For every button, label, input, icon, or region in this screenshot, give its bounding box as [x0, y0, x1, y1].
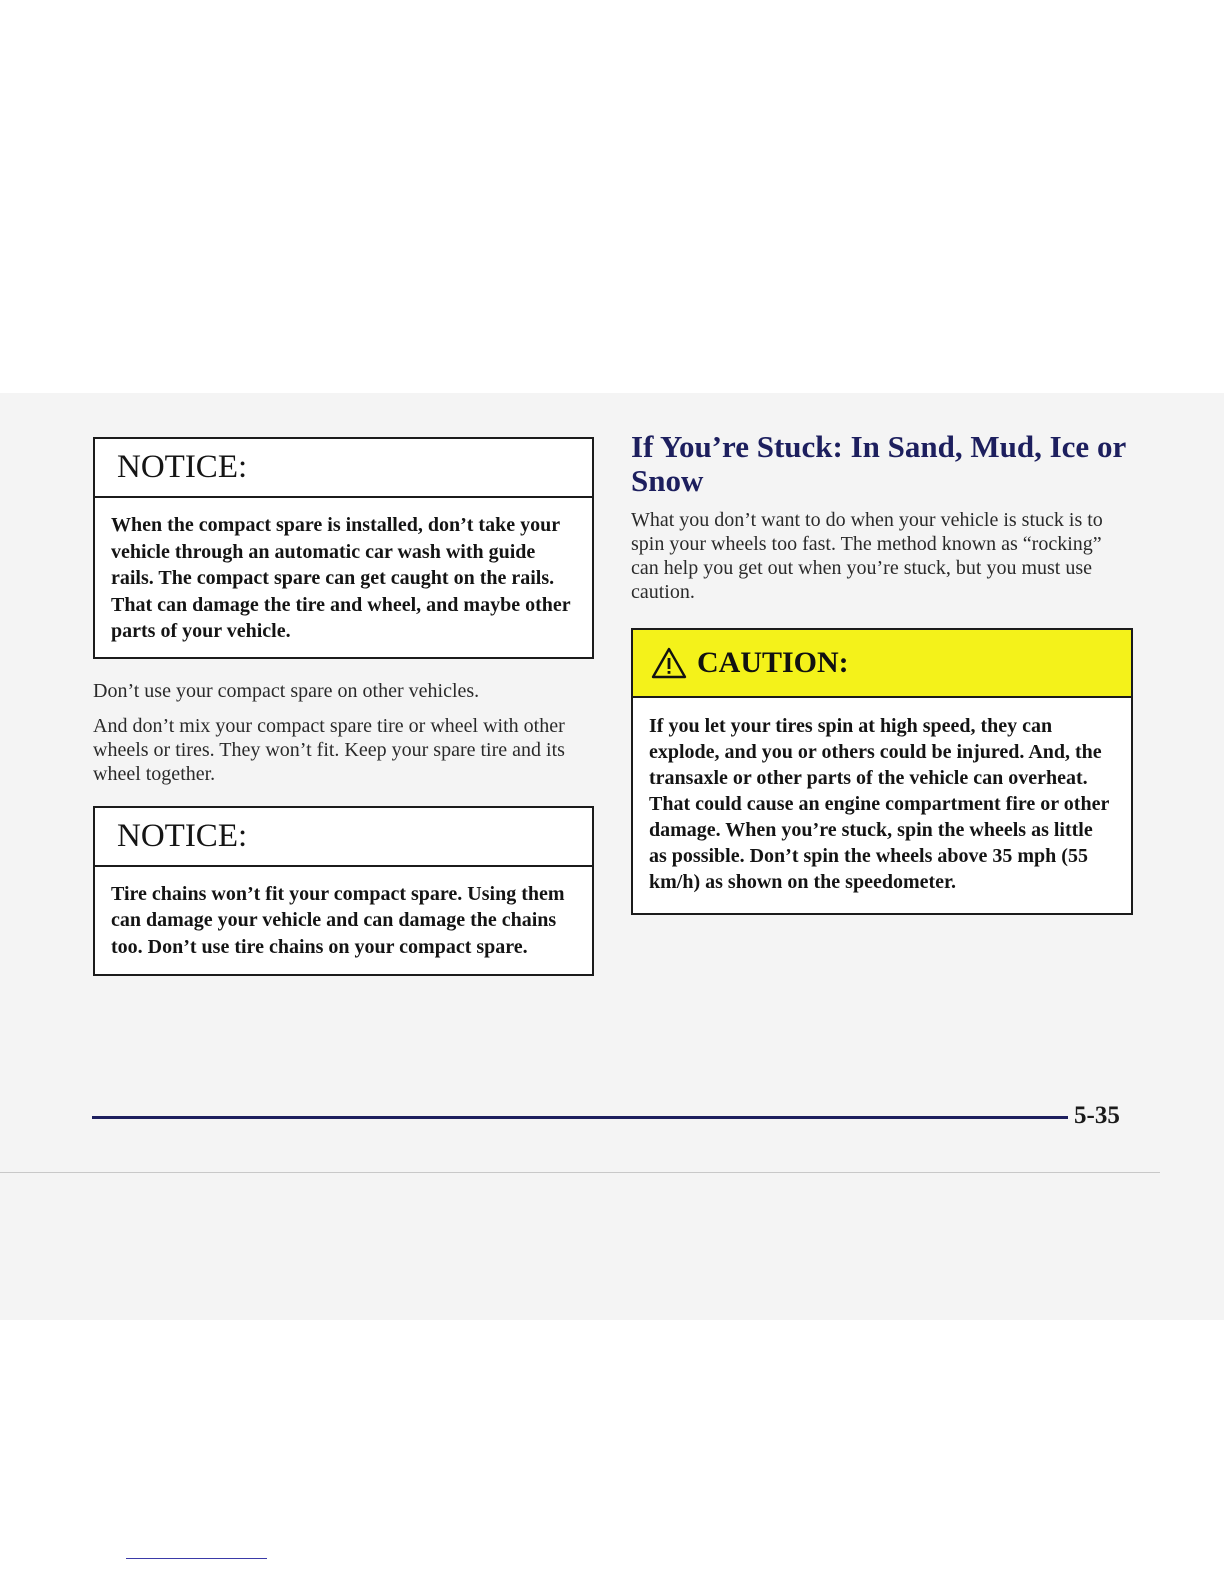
notice-title: NOTICE:: [95, 439, 592, 498]
caution-title: CAUTION:: [697, 646, 849, 679]
warning-triangle-icon: [651, 647, 687, 679]
divider: [0, 1172, 1160, 1173]
left-column: [93, 437, 594, 976]
section-title: If You’re Stuck: In Sand, Mud, Ice or Snow: [631, 429, 1126, 498]
caution-header: [633, 630, 1131, 698]
paragraph-other-vehicles: Don’t use your compact spare on other vehicles.: [93, 679, 480, 702]
notice-box-car-wash: [93, 437, 594, 659]
notice-title: NOTICE:: [95, 808, 592, 867]
caution-body: If you let your tires spin at high speed, they can explode, and you or others could be injured. And, the transaxle or other parts of the vehicle can overheat. That could cause an engine compartment fire or other damage. When you’re stuck, spin the wheels as little as possible. Don’t spin the wheels above 35 mph (55 km/h) as shown on the speedometer.: [649, 715, 1109, 893]
divider: [126, 1558, 267, 1559]
stuck-intro: What you don’t want to do when your vehicle is stuck is to spin your wheels too fast. The method known as “rocking” can help you get out when you’re stuck, but you must use caution.: [631, 509, 1103, 603]
notice-body: Tire chains won’t fit your compact spare. Using them can damage your vehicle and can damage the chains too. Don’t use tire chains on your compact spare.: [111, 882, 565, 958]
notice-box-tire-chains: [93, 806, 594, 977]
caution-box: [631, 628, 1133, 915]
page-number: 5-35: [1074, 1102, 1120, 1129]
right-column: [631, 430, 1133, 915]
footer-rule: [92, 1116, 1068, 1119]
notice-body: When the compact spare is installed, don’t take your vehicle through an automatic car wash with guide rails. The compact spare can get caught on the rails. That can damage the tire and wheel, and maybe other parts of your vehicle.: [111, 514, 571, 642]
paragraph-mix-wheels: And don’t mix your compact spare tire or wheel with other wheels or tires. They won’t fit. Keep your spare tire and its wheel together.: [93, 714, 565, 785]
